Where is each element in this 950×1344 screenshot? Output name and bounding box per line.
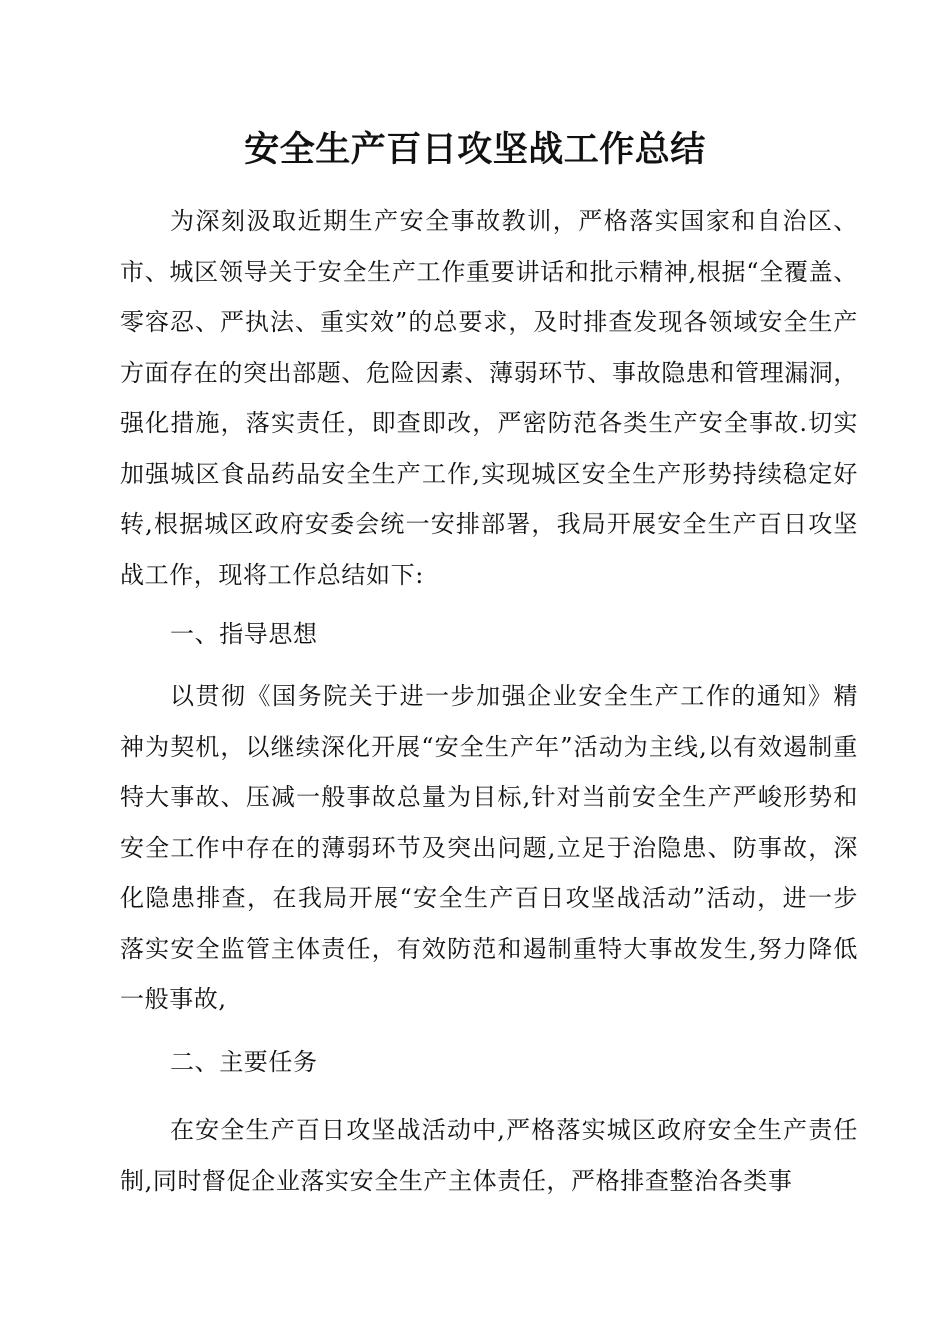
paragraph-guiding-ideology: 以贯彻《国务院关于进一步加强企业安全生产工作的通知》精神为契机，以继续深化开展“安全生产年”活动为主线,以有效遏制重特大事故、压减一般事故总量为目标,针对当前安全生产严峻形势和安全工作中存在的薄弱环节及突出问题,立足于治隐患、防事故，深化隐患排查，在我局开展“安全生产百日攻坚战活动”活动，进一步落实安全监管主体责任，有效防范和遏制重特大事故发生,努力降低一般事故, bbox=[120, 682, 858, 1013]
paragraph-intro: 为深刻汲取近期生产安全事故教训，严格落实国家和自治区、市、城区领导关于安全生产工作重要讲话和批示精神,根据“全覆盖、零容忍、严执法、重实效”的总要求，及时排查发现各领域安全生产方面存在的突出部题、危险因素、薄弱环节、事故隐患和管理漏洞，强化措施，落实责任，即查即改，严密防范各类生产安全事故.切实加强城区食品药品安全生产工作,实现城区安全生产形势持续稳定好转,根据城区政府安委会统一安排部署，我局开展安全生产百日攻坚战工作，现将工作总结如下: bbox=[120, 207, 858, 589]
section-heading-guiding-ideology: 一、指导思想 bbox=[170, 620, 318, 648]
paragraph-main-tasks: 在安全生产百日攻坚战活动中,严格落实城区政府安全生产责任制,同时督促企业落实安全生产主体责任，严格排查整治各类事 bbox=[120, 1116, 858, 1195]
document-title: 安全生产百日攻坚战工作总结 bbox=[244, 129, 706, 170]
section-heading-main-tasks: 二、主要任务 bbox=[170, 1048, 318, 1076]
